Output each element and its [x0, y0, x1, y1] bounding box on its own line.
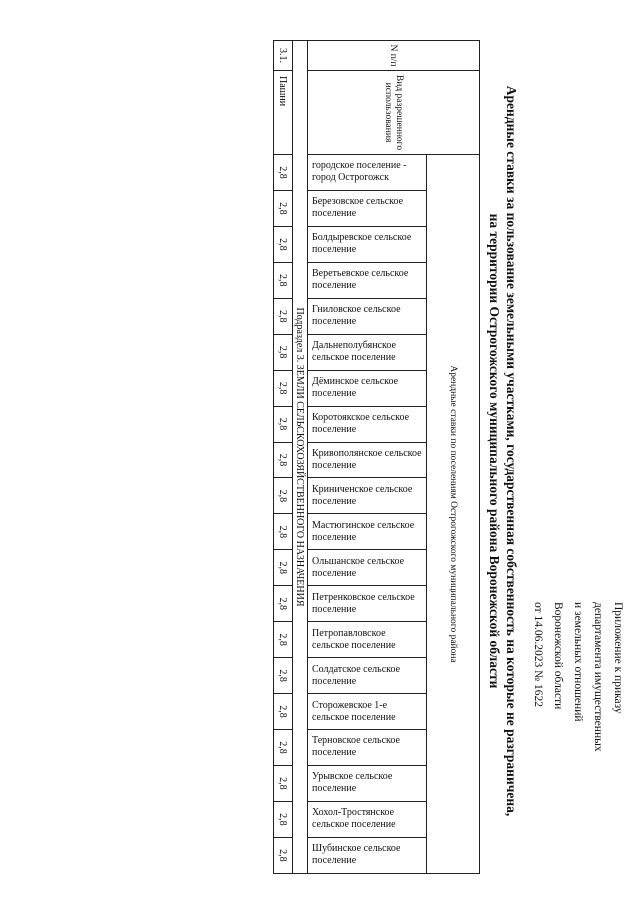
settlement-name: Хохол-Тростянское сельское поселение: [312, 807, 396, 831]
rate-cell: 2,8: [274, 658, 293, 694]
subsection-header: Подраздел 3. ЗЕМЛИ СЕЛЬСКОХОЗЯЙСТВЕННОГО НАЗНАЧЕНИЯ: [293, 41, 308, 874]
rate-cell: 2,8: [274, 837, 293, 873]
rate-cell: 2,8: [274, 622, 293, 658]
settlement-column-header: [308, 622, 427, 658]
settlement-name: Гниловское сельское поселение: [312, 304, 401, 328]
title-line: Арендные ставки за пользование земельными участками, государственная собственность на которые не разграничена,: [504, 85, 519, 817]
settlement-name: Березовское сельское поселение: [312, 196, 404, 220]
settlement-name: Терновское сельское поселение: [312, 735, 400, 759]
table-row: [274, 41, 293, 874]
rate-cell: 2,8: [274, 155, 293, 191]
appendix-line: департамента имущественных: [592, 602, 604, 752]
settlement-name: Урывское сельское поселение: [312, 771, 393, 795]
rate-cell: 2,8: [274, 370, 293, 406]
rate-cell: 2,8: [274, 478, 293, 514]
document-title: [486, 0, 520, 902]
appendix-note: [528, 602, 628, 862]
settlement-name: Ольшанское сельское поселение: [312, 555, 405, 579]
settlement-column-header: [308, 155, 427, 191]
settlement-column-header: [308, 190, 427, 226]
settlement-name: Веретьевское сельское поселение: [312, 268, 409, 292]
rates-table-body: [274, 41, 308, 874]
rate-cell: 2,8: [274, 586, 293, 622]
title-line: на территории Острогожского муниципального района Воронежской области: [487, 213, 502, 689]
settlement-column-header: [308, 550, 427, 586]
settlement-name: Кривополянское сельское поселение: [312, 447, 422, 471]
rate-cell: 2,8: [274, 514, 293, 550]
rate-cell: 2,8: [274, 298, 293, 334]
rate-cell: 2,8: [274, 190, 293, 226]
rate-cell: 2,8: [274, 334, 293, 370]
rate-cell: 2,8: [274, 801, 293, 837]
settlement-column-header: [308, 765, 427, 801]
settlement-name: Петропавловское сельское поселение: [312, 627, 396, 651]
settlement-name: Криниченское сельское поселение: [312, 483, 413, 507]
settlement-column-header: [308, 586, 427, 622]
settlement-column-header: [308, 694, 427, 730]
rates-table: [273, 40, 480, 874]
appendix-line: и земельных отношений: [572, 602, 584, 722]
settlements-header-row: [308, 41, 427, 874]
settlement-column-header: [308, 262, 427, 298]
rate-cell: 2,8: [274, 226, 293, 262]
appendix-line: Воронежской области: [552, 602, 564, 710]
settlement-name: Мастюгинское сельское поселение: [312, 519, 415, 543]
settlement-column-header: [308, 478, 427, 514]
settlement-name: Солдатское сельское поселение: [312, 663, 401, 687]
settlement-column-header: [308, 442, 427, 478]
rate-cell: 2,8: [274, 765, 293, 801]
settlement-column-header: [308, 370, 427, 406]
settlement-name: Сторожевское 1-е сельское поселение: [312, 699, 396, 723]
settlement-name: Шубинское сельское поселение: [312, 843, 401, 867]
settlement-column-header: [308, 406, 427, 442]
settlement-column-header: [308, 334, 427, 370]
number-column-header: N п/п: [308, 41, 480, 71]
settlement-name: Коротоякское сельское поселение: [312, 412, 410, 436]
settlement-name: Дёминское сельское поселение: [312, 376, 399, 400]
rate-cell: 2,8: [274, 730, 293, 766]
settlement-name: Петренковское сельское поселение: [312, 591, 415, 615]
row-use-type: Пашни: [274, 71, 293, 155]
rate-cell: 2,8: [274, 262, 293, 298]
appendix-line: Приложение к приказу: [612, 602, 624, 714]
row-number: 3.1.: [274, 41, 293, 71]
rate-cell: 2,8: [274, 694, 293, 730]
settlement-name: Болдыревское сельское поселение: [312, 232, 412, 256]
use-type-column-header: Вид разрешенного использования: [308, 71, 480, 155]
rate-cell: 2,8: [274, 550, 293, 586]
settlement-name: городское поселение - город Острогожск: [312, 160, 407, 184]
settlement-column-header: [308, 801, 427, 837]
settlement-column-header: [308, 730, 427, 766]
settlement-column-header: [308, 658, 427, 694]
settlements-group-header: Арендные ставки по поселениям Острогожского муниципального района: [427, 155, 480, 874]
rate-cell: 2,8: [274, 406, 293, 442]
settlement-column-header: [308, 837, 427, 873]
appendix-line: от 14.06.2023 № 1622: [532, 602, 544, 707]
settlement-name: Дальнеполубянское сельское поселение: [312, 340, 396, 364]
settlement-column-header: [308, 514, 427, 550]
rate-cell: 2,8: [274, 442, 293, 478]
settlement-column-header: [308, 298, 427, 334]
settlement-column-header: [308, 226, 427, 262]
